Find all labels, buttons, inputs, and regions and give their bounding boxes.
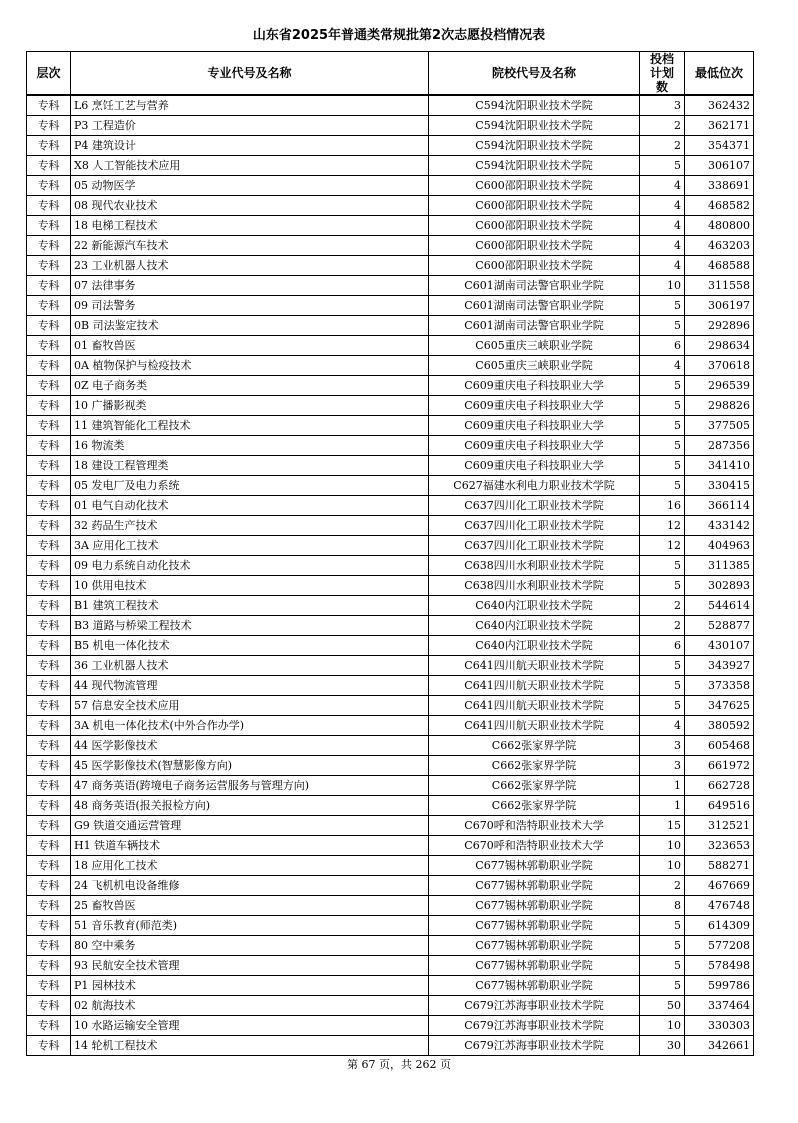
cell-major: 22 新能源汽车技术 bbox=[71, 236, 429, 256]
table-row bbox=[27, 756, 754, 776]
cell-major: P1 园林技术 bbox=[71, 976, 429, 996]
cell-rank: 577208 bbox=[685, 936, 754, 956]
cell-rank: 287356 bbox=[685, 436, 754, 456]
cell-school: C638四川水利职业技术学院 bbox=[429, 556, 640, 576]
cell-rank: 330415 bbox=[685, 476, 754, 496]
cell-level: 专科 bbox=[27, 396, 71, 416]
table-row bbox=[27, 156, 754, 176]
cell-rank: 362171 bbox=[685, 116, 754, 136]
cell-school: C640内江职业技术学院 bbox=[429, 596, 640, 616]
cell-level: 专科 bbox=[27, 596, 71, 616]
cell-level: 专科 bbox=[27, 296, 71, 316]
cell-major: 51 音乐教育(师范类) bbox=[71, 916, 429, 936]
cell-plan: 5 bbox=[640, 916, 685, 936]
table-row bbox=[27, 176, 754, 196]
table-row bbox=[27, 916, 754, 936]
table-row bbox=[27, 95, 754, 116]
cell-plan: 5 bbox=[640, 156, 685, 176]
cell-level: 专科 bbox=[27, 876, 71, 896]
cell-level: 专科 bbox=[27, 136, 71, 156]
cell-school: C670呼和浩特职业技术大学 bbox=[429, 816, 640, 836]
cell-rank: 354371 bbox=[685, 136, 754, 156]
table-row bbox=[27, 256, 754, 276]
cell-level: 专科 bbox=[27, 896, 71, 916]
cell-school: C638四川水利职业技术学院 bbox=[429, 576, 640, 596]
page-footer: 第 67 页，共 262 页 bbox=[347, 1058, 451, 1071]
cell-level: 专科 bbox=[27, 956, 71, 976]
table-row bbox=[27, 376, 754, 396]
cell-school: C677锡林郭勒职业学院 bbox=[429, 976, 640, 996]
cell-major: B1 建筑工程技术 bbox=[71, 596, 429, 616]
cell-plan: 4 bbox=[640, 716, 685, 736]
cell-plan: 5 bbox=[640, 656, 685, 676]
cell-rank: 298826 bbox=[685, 396, 754, 416]
cell-level: 专科 bbox=[27, 856, 71, 876]
cell-rank: 578498 bbox=[685, 956, 754, 976]
cell-school: C641四川航天职业技术学院 bbox=[429, 676, 640, 696]
cell-major: 10 广播影视类 bbox=[71, 396, 429, 416]
cell-plan: 2 bbox=[640, 136, 685, 156]
cell-plan: 2 bbox=[640, 876, 685, 896]
cell-school: C609重庆电子科技职业大学 bbox=[429, 436, 640, 456]
cell-plan: 5 bbox=[640, 936, 685, 956]
cell-plan: 5 bbox=[640, 956, 685, 976]
cell-level: 专科 bbox=[27, 236, 71, 256]
cell-plan: 1 bbox=[640, 776, 685, 796]
cell-rank: 404963 bbox=[685, 536, 754, 556]
table-row bbox=[27, 676, 754, 696]
cell-major: 01 电气自动化技术 bbox=[71, 496, 429, 516]
cell-plan: 5 bbox=[640, 416, 685, 436]
cell-level: 专科 bbox=[27, 1036, 71, 1056]
cell-plan: 5 bbox=[640, 396, 685, 416]
cell-plan: 10 bbox=[640, 1016, 685, 1036]
cell-rank: 347625 bbox=[685, 696, 754, 716]
cell-plan: 4 bbox=[640, 176, 685, 196]
table-row bbox=[27, 716, 754, 736]
cell-school: C677锡林郭勒职业学院 bbox=[429, 896, 640, 916]
cell-school: C601湖南司法警官职业学院 bbox=[429, 316, 640, 336]
cell-school: C677锡林郭勒职业学院 bbox=[429, 856, 640, 876]
cell-major: 02 航海技术 bbox=[71, 996, 429, 1016]
cell-rank: 480800 bbox=[685, 216, 754, 236]
cell-level: 专科 bbox=[27, 356, 71, 376]
cell-rank: 476748 bbox=[685, 896, 754, 916]
cell-major: 0Z 电子商务类 bbox=[71, 376, 429, 396]
cell-level: 专科 bbox=[27, 536, 71, 556]
table-row bbox=[27, 116, 754, 136]
cell-level: 专科 bbox=[27, 436, 71, 456]
cell-plan: 3 bbox=[640, 95, 685, 116]
cell-rank: 370618 bbox=[685, 356, 754, 376]
cell-school: C640内江职业技术学院 bbox=[429, 636, 640, 656]
cell-school: C594沈阳职业技术学院 bbox=[429, 156, 640, 176]
cell-rank: 311558 bbox=[685, 276, 754, 296]
cell-plan: 8 bbox=[640, 896, 685, 916]
cell-rank: 341410 bbox=[685, 456, 754, 476]
cell-rank: 296539 bbox=[685, 376, 754, 396]
cell-plan: 5 bbox=[640, 316, 685, 336]
cell-school: C677锡林郭勒职业学院 bbox=[429, 936, 640, 956]
cell-major: 45 医学影像技术(智慧影像方向) bbox=[71, 756, 429, 776]
cell-level: 专科 bbox=[27, 836, 71, 856]
cell-major: 3A 机电一体化技术(中外合作办学) bbox=[71, 716, 429, 736]
cell-rank: 430107 bbox=[685, 636, 754, 656]
cell-major: 44 医学影像技术 bbox=[71, 736, 429, 756]
table-row bbox=[27, 796, 754, 816]
table-row bbox=[27, 336, 754, 356]
cell-level: 专科 bbox=[27, 976, 71, 996]
cell-rank: 306197 bbox=[685, 296, 754, 316]
cell-major: 10 水路运输安全管理 bbox=[71, 1016, 429, 1036]
table-row bbox=[27, 656, 754, 676]
cell-school: C637四川化工职业技术学院 bbox=[429, 536, 640, 556]
cell-level: 专科 bbox=[27, 1016, 71, 1036]
cell-major: 11 建筑智能化工程技术 bbox=[71, 416, 429, 436]
cell-level: 专科 bbox=[27, 556, 71, 576]
header-school: 院校代号及名称 bbox=[429, 52, 640, 96]
cell-level: 专科 bbox=[27, 376, 71, 396]
cell-rank: 298634 bbox=[685, 336, 754, 356]
table-row bbox=[27, 1016, 754, 1036]
cell-level: 专科 bbox=[27, 776, 71, 796]
cell-level: 专科 bbox=[27, 416, 71, 436]
cell-plan: 3 bbox=[640, 736, 685, 756]
cell-school: C641四川航天职业技术学院 bbox=[429, 696, 640, 716]
cell-rank: 330303 bbox=[685, 1016, 754, 1036]
cell-major: 05 发电厂及电力系统 bbox=[71, 476, 429, 496]
cell-plan: 2 bbox=[640, 596, 685, 616]
cell-school: C637四川化工职业技术学院 bbox=[429, 496, 640, 516]
cell-school: C594沈阳职业技术学院 bbox=[429, 116, 640, 136]
cell-major: 05 动物医学 bbox=[71, 176, 429, 196]
table-row bbox=[27, 456, 754, 476]
cell-rank: 312521 bbox=[685, 816, 754, 836]
cell-major: 25 畜牧兽医 bbox=[71, 896, 429, 916]
cell-rank: 292896 bbox=[685, 316, 754, 336]
cell-plan: 6 bbox=[640, 636, 685, 656]
cell-school: C679江苏海事职业技术学院 bbox=[429, 996, 640, 1016]
cell-level: 专科 bbox=[27, 696, 71, 716]
cell-plan: 4 bbox=[640, 256, 685, 276]
cell-school: C605重庆三峡职业学院 bbox=[429, 356, 640, 376]
cell-school: C600邵阳职业技术学院 bbox=[429, 196, 640, 216]
cell-school: C627福建水利电力职业技术学院 bbox=[429, 476, 640, 496]
cell-major: B3 道路与桥梁工程技术 bbox=[71, 616, 429, 636]
cell-plan: 5 bbox=[640, 456, 685, 476]
cell-major: 36 工业机器人技术 bbox=[71, 656, 429, 676]
cell-level: 专科 bbox=[27, 196, 71, 216]
cell-level: 专科 bbox=[27, 116, 71, 136]
table-row bbox=[27, 196, 754, 216]
cell-plan: 5 bbox=[640, 696, 685, 716]
cell-major: 09 司法警务 bbox=[71, 296, 429, 316]
cell-school: C662张家界学院 bbox=[429, 796, 640, 816]
cell-major: 3A 应用化工技术 bbox=[71, 536, 429, 556]
cell-major: 0A 植物保护与检疫技术 bbox=[71, 356, 429, 376]
table-body bbox=[27, 95, 754, 1056]
cell-rank: 468588 bbox=[685, 256, 754, 276]
cell-plan: 5 bbox=[640, 556, 685, 576]
table-row bbox=[27, 736, 754, 756]
cell-level: 专科 bbox=[27, 796, 71, 816]
cell-major: 09 电力系统自动化技术 bbox=[71, 556, 429, 576]
table-row bbox=[27, 516, 754, 536]
cell-plan: 10 bbox=[640, 836, 685, 856]
cell-school: C677锡林郭勒职业学院 bbox=[429, 956, 640, 976]
cell-plan: 5 bbox=[640, 676, 685, 696]
table-row bbox=[27, 776, 754, 796]
cell-major: 18 电梯工程技术 bbox=[71, 216, 429, 236]
cell-school: C641四川航天职业技术学院 bbox=[429, 716, 640, 736]
cell-level: 专科 bbox=[27, 756, 71, 776]
cell-level: 专科 bbox=[27, 456, 71, 476]
table-row bbox=[27, 936, 754, 956]
cell-major: 23 工业机器人技术 bbox=[71, 256, 429, 276]
cell-plan: 5 bbox=[640, 976, 685, 996]
cell-rank: 342661 bbox=[685, 1036, 754, 1056]
cell-school: C600邵阳职业技术学院 bbox=[429, 176, 640, 196]
cell-major: 16 物流类 bbox=[71, 436, 429, 456]
cell-major: H1 铁道车辆技术 bbox=[71, 836, 429, 856]
cell-school: C637四川化工职业技术学院 bbox=[429, 516, 640, 536]
cell-plan: 3 bbox=[640, 756, 685, 776]
cell-school: C640内江职业技术学院 bbox=[429, 616, 640, 636]
cell-level: 专科 bbox=[27, 496, 71, 516]
table-row bbox=[27, 276, 754, 296]
cell-major: 18 建设工程管理类 bbox=[71, 456, 429, 476]
cell-school: C662张家界学院 bbox=[429, 776, 640, 796]
cell-plan: 4 bbox=[640, 216, 685, 236]
table-row bbox=[27, 316, 754, 336]
cell-school: C600邵阳职业技术学院 bbox=[429, 256, 640, 276]
cell-level: 专科 bbox=[27, 216, 71, 236]
table-row bbox=[27, 996, 754, 1016]
cell-major: 80 空中乘务 bbox=[71, 936, 429, 956]
cell-school: C601湖南司法警官职业学院 bbox=[429, 276, 640, 296]
cell-plan: 10 bbox=[640, 276, 685, 296]
table-row bbox=[27, 216, 754, 236]
cell-level: 专科 bbox=[27, 736, 71, 756]
cell-major: 47 商务英语(跨境电子商务运营服务与管理方向) bbox=[71, 776, 429, 796]
cell-level: 专科 bbox=[27, 676, 71, 696]
cell-major: 18 应用化工技术 bbox=[71, 856, 429, 876]
cell-major: 14 轮机工程技术 bbox=[71, 1036, 429, 1056]
cell-level: 专科 bbox=[27, 476, 71, 496]
cell-school: C609重庆电子科技职业大学 bbox=[429, 416, 640, 436]
cell-plan: 10 bbox=[640, 856, 685, 876]
cell-major: X8 人工智能技术应用 bbox=[71, 156, 429, 176]
cell-school: C600邵阳职业技术学院 bbox=[429, 236, 640, 256]
cell-school: C662张家界学院 bbox=[429, 756, 640, 776]
cell-major: 44 现代物流管理 bbox=[71, 676, 429, 696]
cell-level: 专科 bbox=[27, 716, 71, 736]
cell-major: 01 畜牧兽医 bbox=[71, 336, 429, 356]
cell-school: C670呼和浩特职业技术大学 bbox=[429, 836, 640, 856]
cell-rank: 588271 bbox=[685, 856, 754, 876]
table-row bbox=[27, 356, 754, 376]
cell-rank: 377505 bbox=[685, 416, 754, 436]
cell-level: 专科 bbox=[27, 996, 71, 1016]
cell-level: 专科 bbox=[27, 656, 71, 676]
cell-school: C609重庆电子科技职业大学 bbox=[429, 376, 640, 396]
cell-plan: 15 bbox=[640, 816, 685, 836]
cell-school: C641四川航天职业技术学院 bbox=[429, 656, 640, 676]
cell-major: G9 铁道交通运营管理 bbox=[71, 816, 429, 836]
cell-rank: 306107 bbox=[685, 156, 754, 176]
cell-school: C605重庆三峡职业学院 bbox=[429, 336, 640, 356]
cell-rank: 380592 bbox=[685, 716, 754, 736]
table-row bbox=[27, 436, 754, 456]
cell-plan: 5 bbox=[640, 296, 685, 316]
cell-major: 08 现代农业技术 bbox=[71, 196, 429, 216]
cell-rank: 302893 bbox=[685, 576, 754, 596]
table-row bbox=[27, 616, 754, 636]
cell-school: C594沈阳职业技术学院 bbox=[429, 95, 640, 116]
cell-plan: 5 bbox=[640, 576, 685, 596]
table-row bbox=[27, 396, 754, 416]
table-row bbox=[27, 416, 754, 436]
cell-rank: 614309 bbox=[685, 916, 754, 936]
cell-rank: 661972 bbox=[685, 756, 754, 776]
cell-school: C679江苏海事职业技术学院 bbox=[429, 1036, 640, 1056]
cell-level: 专科 bbox=[27, 276, 71, 296]
cell-major: P3 工程造价 bbox=[71, 116, 429, 136]
cell-level: 专科 bbox=[27, 336, 71, 356]
cell-level: 专科 bbox=[27, 176, 71, 196]
table-row bbox=[27, 976, 754, 996]
cell-rank: 343927 bbox=[685, 656, 754, 676]
cell-level: 专科 bbox=[27, 316, 71, 336]
cell-plan: 4 bbox=[640, 196, 685, 216]
cell-level: 专科 bbox=[27, 616, 71, 636]
cell-school: C609重庆电子科技职业大学 bbox=[429, 456, 640, 476]
cell-school: C594沈阳职业技术学院 bbox=[429, 136, 640, 156]
cell-rank: 544614 bbox=[685, 596, 754, 616]
cell-rank: 338691 bbox=[685, 176, 754, 196]
cell-level: 专科 bbox=[27, 636, 71, 656]
table-header-row bbox=[27, 52, 754, 96]
cell-school: C679江苏海事职业技术学院 bbox=[429, 1016, 640, 1036]
cell-rank: 323653 bbox=[685, 836, 754, 856]
cell-rank: 662728 bbox=[685, 776, 754, 796]
header-major: 专业代号及名称 bbox=[71, 52, 429, 96]
cell-level: 专科 bbox=[27, 936, 71, 956]
table-row bbox=[27, 596, 754, 616]
table-row bbox=[27, 236, 754, 256]
cell-rank: 528877 bbox=[685, 616, 754, 636]
cell-level: 专科 bbox=[27, 156, 71, 176]
cell-plan: 2 bbox=[640, 116, 685, 136]
cell-rank: 373358 bbox=[685, 676, 754, 696]
admission-table bbox=[26, 51, 754, 1056]
table-row bbox=[27, 476, 754, 496]
cell-rank: 649516 bbox=[685, 796, 754, 816]
cell-plan: 5 bbox=[640, 376, 685, 396]
cell-plan: 5 bbox=[640, 476, 685, 496]
cell-level: 专科 bbox=[27, 95, 71, 116]
cell-plan: 1 bbox=[640, 796, 685, 816]
table-row bbox=[27, 536, 754, 556]
cell-plan: 4 bbox=[640, 236, 685, 256]
cell-school: C677锡林郭勒职业学院 bbox=[429, 916, 640, 936]
table-row bbox=[27, 856, 754, 876]
table-row bbox=[27, 896, 754, 916]
cell-major: 10 供用电技术 bbox=[71, 576, 429, 596]
cell-plan: 30 bbox=[640, 1036, 685, 1056]
cell-rank: 467669 bbox=[685, 876, 754, 896]
cell-school: C600邵阳职业技术学院 bbox=[429, 216, 640, 236]
cell-plan: 12 bbox=[640, 536, 685, 556]
cell-plan: 4 bbox=[640, 356, 685, 376]
table-row bbox=[27, 296, 754, 316]
cell-major: 32 药品生产技术 bbox=[71, 516, 429, 536]
cell-level: 专科 bbox=[27, 576, 71, 596]
cell-major: 57 信息安全技术应用 bbox=[71, 696, 429, 716]
table-row bbox=[27, 136, 754, 156]
cell-major: 24 飞机机电设备维修 bbox=[71, 876, 429, 896]
cell-plan: 5 bbox=[640, 436, 685, 456]
cell-rank: 433142 bbox=[685, 516, 754, 536]
cell-major: 07 法律事务 bbox=[71, 276, 429, 296]
cell-major: L6 烹饪工艺与营养 bbox=[71, 95, 429, 116]
cell-major: P4 建筑设计 bbox=[71, 136, 429, 156]
table-row bbox=[27, 876, 754, 896]
cell-plan: 6 bbox=[640, 336, 685, 356]
cell-rank: 337464 bbox=[685, 996, 754, 1016]
table-row bbox=[27, 496, 754, 516]
header-level: 层次 bbox=[27, 52, 71, 96]
cell-level: 专科 bbox=[27, 256, 71, 276]
header-rank: 最低位次 bbox=[685, 52, 754, 96]
cell-school: C609重庆电子科技职业大学 bbox=[429, 396, 640, 416]
cell-rank: 463203 bbox=[685, 236, 754, 256]
cell-level: 专科 bbox=[27, 816, 71, 836]
cell-rank: 468582 bbox=[685, 196, 754, 216]
cell-school: C601湖南司法警官职业学院 bbox=[429, 296, 640, 316]
cell-major: 48 商务英语(报关报检方向) bbox=[71, 796, 429, 816]
cell-major: B5 机电一体化技术 bbox=[71, 636, 429, 656]
cell-rank: 605468 bbox=[685, 736, 754, 756]
cell-major: 93 民航安全技术管理 bbox=[71, 956, 429, 976]
cell-rank: 362432 bbox=[685, 95, 754, 116]
cell-rank: 366114 bbox=[685, 496, 754, 516]
cell-plan: 16 bbox=[640, 496, 685, 516]
table-row bbox=[27, 556, 754, 576]
table-row bbox=[27, 956, 754, 976]
cell-plan: 12 bbox=[640, 516, 685, 536]
table-row bbox=[27, 836, 754, 856]
cell-rank: 311385 bbox=[685, 556, 754, 576]
cell-school: C677锡林郭勒职业学院 bbox=[429, 876, 640, 896]
cell-major: 0B 司法鉴定技术 bbox=[71, 316, 429, 336]
cell-school: C662张家界学院 bbox=[429, 736, 640, 756]
table-row bbox=[27, 636, 754, 656]
cell-plan: 2 bbox=[640, 616, 685, 636]
cell-plan: 50 bbox=[640, 996, 685, 1016]
cell-level: 专科 bbox=[27, 916, 71, 936]
header-plan: 投档计划数 bbox=[640, 52, 685, 96]
table-row bbox=[27, 816, 754, 836]
table-row bbox=[27, 576, 754, 596]
cell-level: 专科 bbox=[27, 516, 71, 536]
cell-rank: 599786 bbox=[685, 976, 754, 996]
page-title: 山东省2025年普通类常规批第2次志愿投档情况表 bbox=[252, 28, 546, 43]
table-row bbox=[27, 1036, 754, 1056]
table-row bbox=[27, 696, 754, 716]
